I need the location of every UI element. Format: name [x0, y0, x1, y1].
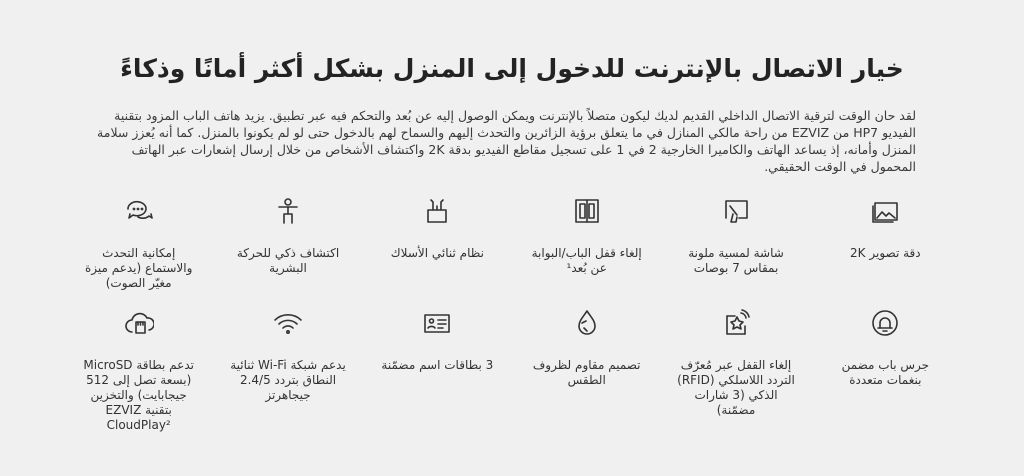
feature-rfid-unlock [661, 308, 810, 448]
feature-human-detection [213, 196, 362, 308]
feature-label: إمكانية التحدث والاستماع (يدعم ميزة مغيّر الصوت) [84, 246, 193, 290]
waterproof-icon [572, 308, 602, 338]
feature-label: اكتشاف ذكي للحركة البشرية [236, 246, 340, 275]
feature-storage [64, 308, 213, 448]
chat-icon [124, 196, 154, 226]
plug-icon [422, 196, 452, 226]
feature-remote-unlock [512, 196, 661, 308]
feature-label: تصميم مقاوم لظروف الطقس [532, 358, 641, 387]
feature-2k-resolution [811, 196, 960, 308]
feature-label: 3 بطاقات اسم مضمّنة [381, 358, 494, 372]
cloud-sd-icon [124, 308, 154, 338]
feature-label: جرس باب مضمن بنغمات متعددة [841, 358, 930, 387]
person-detection-icon [273, 196, 303, 226]
feature-label: شاشة لمسية ملونة بمقاس 7 بوصات [688, 246, 784, 275]
feature-label: إلغاء قفل الباب/البوابة عن بُعد¹ [531, 246, 642, 275]
features-grid [64, 196, 960, 448]
feature-two-way-talk [64, 196, 213, 308]
feature-dual-band-wifi [213, 308, 362, 448]
id-card-icon [422, 308, 452, 338]
door-lock-icon [572, 196, 602, 226]
feature-label: تدعم بطاقة MicroSD (بسعة تصل إلى 512 جيجابايت) والتخزين بتقنية EZVIZ CloudPlay² [83, 358, 194, 432]
bell-icon [870, 308, 900, 338]
feature-label: دقة تصوير 2K [850, 246, 921, 260]
feature-chimes [811, 308, 960, 448]
touchscreen-icon [721, 196, 751, 226]
feature-name-cards [363, 308, 512, 448]
feature-label: نظام ثنائي الأسلاك [390, 246, 484, 260]
page-title: خيار الاتصال بالإنترنت للدخول إلى المنزل بشكل أكثر أمانًا وذكاءً [120, 54, 904, 83]
feature-weatherproof [512, 308, 661, 448]
feature-two-wire [363, 196, 512, 308]
feature-label: إلغاء القفل عبر مُعرّف التردد اللاسلكي (RFID) الذكي (3 شارات مضمّنة) [677, 358, 795, 417]
feature-label: يدعم شبكة Wi-Fi ثنائية النطاق بتردد 2.4/5 جيجاهرتز [230, 358, 346, 402]
feature-touchscreen [661, 196, 810, 308]
rfid-card-icon [721, 308, 751, 338]
wifi-icon [273, 308, 303, 338]
intro-paragraph: لقد حان الوقت لترقية الاتصال الداخلي القديم لديك ليكون متصلاً بالإنترنت ويمكن الوصول إليه عن بُعد والتحكم فيه عبر تطبيق. يزيد هاتف الباب المزود بتقنية الفيديو HP7 من EZVIZ من راحة مالكي المنازل في ما يتعلق برؤية الزائرين والتحدث إليهم والسماح لهم بالدخول حتى لو لم يكونوا بالمنزل. كما أنه يُعزز سلامة المنزل وأمانه، إذ يساعد الهاتف والكاميرا الخارجية 2 في 1 على تسجيل مقاطع الفيديو بدقة 2K واكتشاف الأشخاص من خلال إرسال إشعارات عبر الهاتف المحمول في الوقت الحقيقي. [97, 108, 916, 174]
image-icon [870, 196, 900, 226]
